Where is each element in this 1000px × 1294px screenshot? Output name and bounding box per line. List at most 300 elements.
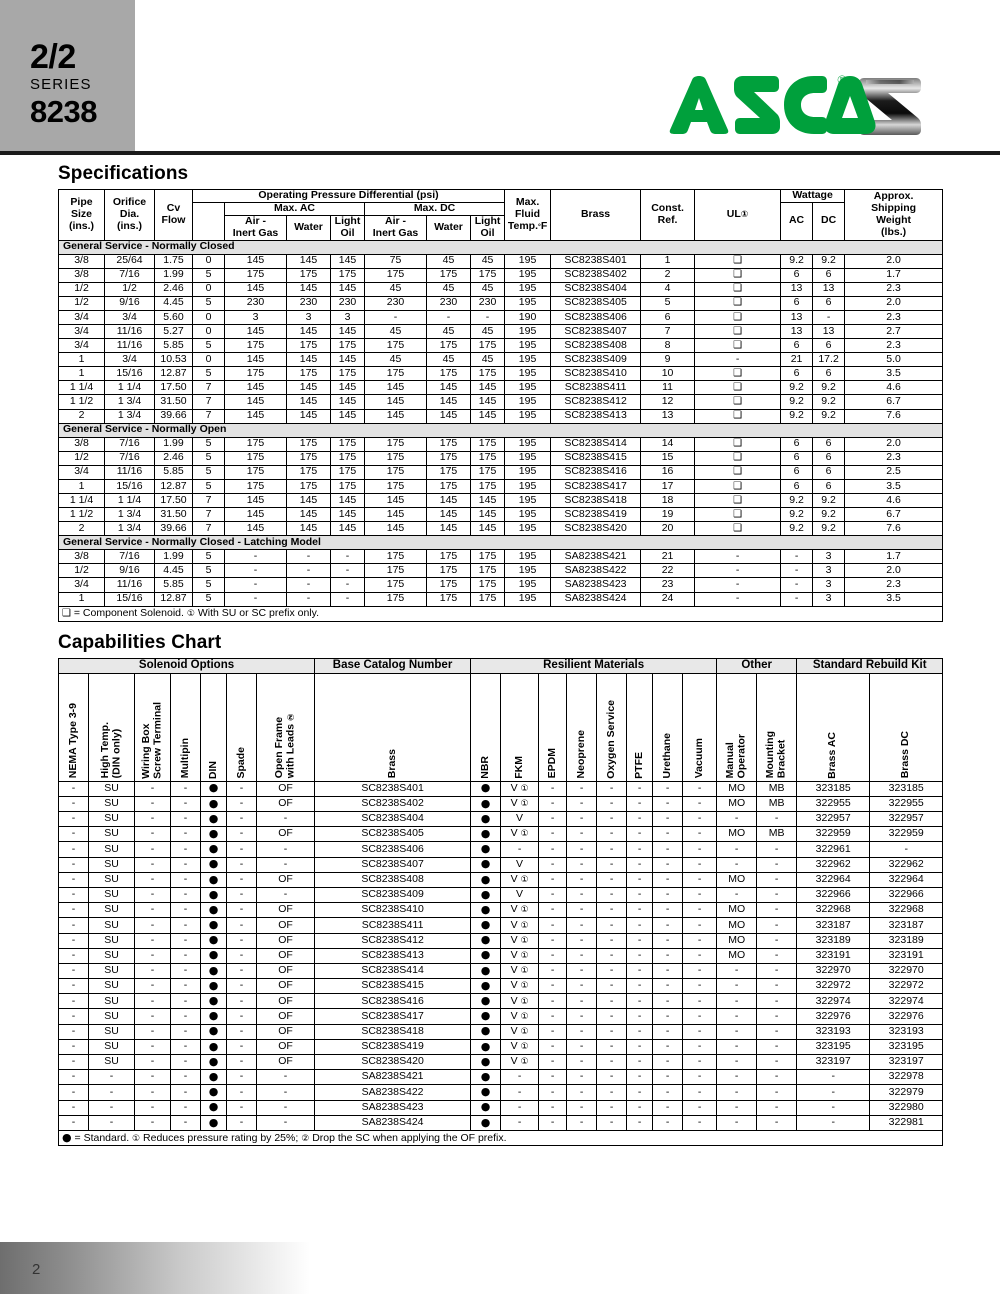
cap-cell: -: [227, 1085, 257, 1100]
spec-cell: 6: [781, 437, 813, 451]
spec-cell: 145: [331, 494, 365, 508]
spec-cell: 12.87: [155, 592, 193, 606]
cap-cell: -: [89, 1085, 135, 1100]
spec-cell: 3: [813, 578, 845, 592]
spec-cell: 6: [641, 310, 695, 324]
cap-cell: -: [683, 994, 717, 1009]
cap-cell: OF: [257, 1024, 315, 1039]
cap-cell: -: [567, 812, 597, 827]
cap-cell: -: [757, 948, 797, 963]
cap-cell: -: [567, 1055, 597, 1070]
cap-cell: -: [627, 963, 653, 978]
spec-cell: 145: [365, 395, 427, 409]
spec-col-dc-water: Water: [427, 216, 471, 241]
cap-cell: V ①: [501, 1024, 539, 1039]
cap-cell: -: [227, 812, 257, 827]
cap-col-header-label: Neoprene: [574, 730, 587, 779]
cap-cell: V ①: [501, 963, 539, 978]
spec-cell: 7: [641, 324, 695, 338]
cap-cell: SC8238S406: [315, 842, 471, 857]
spec-cell: SC8238S412: [551, 395, 641, 409]
cap-cell: -: [539, 781, 567, 796]
spec-cell: 1 3/4: [105, 409, 155, 423]
spec-cell: 13: [641, 409, 695, 423]
spec-cell: 6: [781, 479, 813, 493]
spec-col-wattage-group: Wattage: [781, 190, 845, 203]
cap-table-row: [59, 979, 943, 994]
cap-cell: 322957: [870, 812, 943, 827]
capabilities-table: [58, 658, 943, 1147]
cap-cell: -: [597, 979, 627, 994]
cap-cell: ●: [471, 903, 501, 918]
cap-cell: -: [171, 1039, 201, 1054]
spec-cell: 145: [225, 494, 287, 508]
cap-cell: -: [653, 963, 683, 978]
spec-cell: 145: [365, 508, 427, 522]
spec-cell: 2.3: [845, 578, 943, 592]
cap-cell: ●: [201, 1039, 227, 1054]
cap-cell: SU: [89, 933, 135, 948]
cap-col-header: [627, 673, 653, 781]
cap-cell: -: [757, 1009, 797, 1024]
cap-cell: -: [171, 918, 201, 933]
cap-cell: -: [135, 979, 171, 994]
cap-cell: -: [227, 948, 257, 963]
cap-cell: -: [653, 842, 683, 857]
spec-cell: 5: [193, 479, 225, 493]
cap-cell: ●: [471, 781, 501, 796]
spec-group-label: General Service - Normally Closed: [59, 240, 943, 254]
cap-cell: -: [597, 842, 627, 857]
cap-cell: -: [757, 979, 797, 994]
cap-cell: -: [59, 918, 89, 933]
spec-cell: ❑: [695, 268, 781, 282]
cap-col-header: [757, 673, 797, 781]
cap-col-header-label: High Temp. (DIN only): [98, 722, 123, 779]
spec-cell: 145: [471, 395, 505, 409]
cap-cell: -: [757, 1024, 797, 1039]
spec-cell: 6: [813, 339, 845, 353]
cap-cell: -: [757, 872, 797, 887]
spec-cell: 175: [365, 268, 427, 282]
cap-cell: -: [627, 1085, 653, 1100]
cap-col-header: [471, 673, 501, 781]
cap-cell: V: [501, 812, 539, 827]
spec-cell: 13: [813, 282, 845, 296]
spec-table-row: [59, 324, 943, 338]
spec-cell: 3/4: [59, 465, 105, 479]
cap-cell: -: [171, 948, 201, 963]
cap-col-header-label: FKM: [512, 755, 525, 779]
cap-cell: -: [135, 1055, 171, 1070]
cap-cell: -: [717, 842, 757, 857]
cap-cell: -: [567, 872, 597, 887]
cap-group-base-catalog-number: Base Catalog Number: [315, 658, 471, 673]
cap-cell: -: [59, 842, 89, 857]
cap-table-row: [59, 1100, 943, 1115]
cap-cell: -: [567, 1009, 597, 1024]
spec-cell: ❑: [695, 339, 781, 353]
spec-cell: 145: [225, 522, 287, 536]
spec-cell: -: [695, 353, 781, 367]
cap-table-row: [59, 994, 943, 1009]
spec-cell: 2.0: [845, 296, 943, 310]
cap-col-header: [653, 673, 683, 781]
cap-cell: -: [135, 796, 171, 811]
cap-cell: SC8238S416: [315, 994, 471, 1009]
cap-cell: -: [653, 796, 683, 811]
cap-cell: -: [135, 1100, 171, 1115]
cap-cell: -: [717, 1009, 757, 1024]
cap-col-header: [501, 673, 539, 781]
cap-cell: -: [59, 872, 89, 887]
spec-cell: SC8238S410: [551, 367, 641, 381]
cap-table-row: [59, 933, 943, 948]
valve-type-label: 2/2: [30, 37, 76, 76]
spec-cell: 145: [287, 353, 331, 367]
spec-cell: 23: [641, 578, 695, 592]
spec-cell: 5: [193, 339, 225, 353]
spec-col-wattage-ac: AC: [781, 203, 813, 241]
spec-cell: 195: [505, 592, 551, 606]
spec-cell: SC8238S401: [551, 254, 641, 268]
spec-cell: 145: [331, 409, 365, 423]
cap-cell: -: [539, 796, 567, 811]
cap-cell: OF: [257, 903, 315, 918]
cap-cell: ●: [201, 872, 227, 887]
spec-col-min-spacer: [193, 203, 225, 241]
spec-cell: ❑: [695, 451, 781, 465]
cap-col-header: [171, 673, 201, 781]
spec-cell: 3.5: [845, 367, 943, 381]
spec-cell: 2: [59, 409, 105, 423]
spec-cell: 145: [471, 508, 505, 522]
spec-cell: 45: [471, 282, 505, 296]
label-pipe-size-3: (ins.): [68, 219, 95, 232]
spec-cell: 145: [427, 381, 471, 395]
cap-cell: -: [539, 948, 567, 963]
spec-cell: 5: [193, 578, 225, 592]
cap-cell: -: [797, 1085, 870, 1100]
cap-cell: -: [683, 1055, 717, 1070]
spec-cell: 7/16: [105, 268, 155, 282]
spec-cell: 3/8: [59, 254, 105, 268]
spec-cell: 0: [193, 282, 225, 296]
cap-cell: 322970: [797, 963, 870, 978]
cap-cell: V ①: [501, 1039, 539, 1054]
spec-cell: 5.85: [155, 578, 193, 592]
cap-cell: ●: [471, 1085, 501, 1100]
cap-table-row: [59, 857, 943, 872]
spec-cell: ❑: [695, 254, 781, 268]
spec-cell: 6: [781, 268, 813, 282]
cap-cell: MO: [717, 827, 757, 842]
cap-cell: -: [597, 1039, 627, 1054]
spec-cell: 2.3: [845, 451, 943, 465]
cap-cell: MO: [717, 872, 757, 887]
cap-cell: -: [227, 842, 257, 857]
cap-cell: -: [717, 1085, 757, 1100]
registered-trademark-icon: ®: [837, 72, 847, 87]
cap-cell: 323197: [870, 1055, 943, 1070]
cap-cell: -: [567, 903, 597, 918]
spec-cell: 3: [813, 592, 845, 606]
cap-cell: -: [539, 1009, 567, 1024]
spec-cell: 175: [225, 451, 287, 465]
cap-cell: -: [683, 1100, 717, 1115]
spec-cell: -: [695, 578, 781, 592]
cap-cell: -: [653, 1115, 683, 1130]
cap-cell: -: [757, 994, 797, 1009]
spec-cell: 1 1/4: [59, 381, 105, 395]
cap-cell: SC8238S404: [315, 812, 471, 827]
cap-group-solenoid-options: Solenoid Options: [59, 658, 315, 673]
cap-cell: -: [757, 1039, 797, 1054]
cap-cell: -: [539, 1070, 567, 1085]
spec-header-row-1: [59, 190, 943, 203]
cap-cell: SU: [89, 994, 135, 1009]
cap-cell: ●: [201, 1115, 227, 1130]
cap-cell: 322979: [870, 1085, 943, 1100]
cap-cell: V ①: [501, 903, 539, 918]
cap-cell: -: [757, 918, 797, 933]
spec-cell: 12.87: [155, 367, 193, 381]
spec-cell: 175: [287, 479, 331, 493]
spec-cell: 145: [365, 494, 427, 508]
cap-cell: -: [257, 1085, 315, 1100]
spec-cell: 1 1/2: [59, 508, 105, 522]
cap-cell: -: [567, 781, 597, 796]
spec-cell: 0: [193, 324, 225, 338]
cap-cell: MO: [717, 918, 757, 933]
cap-cell: -: [171, 872, 201, 887]
cap-cell: SU: [89, 1055, 135, 1070]
cap-cell: 323193: [870, 1024, 943, 1039]
cap-cell: OF: [257, 963, 315, 978]
cap-cell: -: [627, 1100, 653, 1115]
cap-cell: MO: [717, 948, 757, 963]
cap-table-row: [59, 812, 943, 827]
cap-table-row: [59, 918, 943, 933]
spec-cell: 4.6: [845, 381, 943, 395]
spec-cell: 39.66: [155, 409, 193, 423]
spec-cell: -: [225, 592, 287, 606]
spec-cell: 175: [225, 268, 287, 282]
spec-cell: 175: [471, 437, 505, 451]
cap-cell: SU: [89, 948, 135, 963]
spec-cell: 1.75: [155, 254, 193, 268]
cap-cell: -: [171, 857, 201, 872]
cap-cell: V: [501, 887, 539, 902]
cap-cell: -: [539, 812, 567, 827]
cap-group-other: Other: [717, 658, 797, 673]
cap-cell: -: [227, 994, 257, 1009]
cap-cell: -: [539, 918, 567, 933]
cap-cell: -: [135, 933, 171, 948]
spec-col-shipping-weight: Approx. Shipping Weight (lbs.): [845, 190, 943, 241]
cap-cell: -: [135, 994, 171, 1009]
spec-cell: 175: [471, 592, 505, 606]
spec-cell: SC8238S417: [551, 479, 641, 493]
spec-cell: 5: [193, 451, 225, 465]
spec-cell: 145: [427, 395, 471, 409]
specifications-title: Specifications: [58, 163, 189, 184]
cap-cell: -: [89, 1115, 135, 1130]
spec-cell: 175: [365, 578, 427, 592]
spec-cell: 195: [505, 508, 551, 522]
spec-cell: -: [287, 564, 331, 578]
spec-cell: -: [695, 564, 781, 578]
cap-table-row: [59, 887, 943, 902]
cap-cell: -: [227, 781, 257, 796]
cap-cell: -: [501, 1085, 539, 1100]
spec-cell: 2.5: [845, 465, 943, 479]
cap-cell: -: [171, 1024, 201, 1039]
spec-cell: 31.50: [155, 395, 193, 409]
spec-cell: 9.2: [813, 494, 845, 508]
spec-cell: 2.3: [845, 339, 943, 353]
cap-cell: -: [717, 979, 757, 994]
cap-cell: -: [757, 1055, 797, 1070]
cap-cell: -: [653, 857, 683, 872]
spec-cell: 6: [813, 268, 845, 282]
cap-cell: -: [227, 857, 257, 872]
cap-cell: 322968: [797, 903, 870, 918]
cap-cell: V ①: [501, 827, 539, 842]
spec-cell: 175: [365, 367, 427, 381]
cap-cell: 323187: [797, 918, 870, 933]
spec-cell: 7: [193, 409, 225, 423]
spec-cell: 1.7: [845, 550, 943, 564]
spec-col-ac-light-oil: Light Oil: [331, 216, 365, 241]
cap-cell: -: [257, 1100, 315, 1115]
cap-cell: SU: [89, 827, 135, 842]
cap-table-row: [59, 796, 943, 811]
spec-cell: 5: [193, 592, 225, 606]
spec-cell: ❑: [695, 508, 781, 522]
cap-cell: SC8238S420: [315, 1055, 471, 1070]
spec-cell: 15/16: [105, 479, 155, 493]
spec-cell: 5.60: [155, 310, 193, 324]
cap-cell: ●: [471, 842, 501, 857]
cap-table-row: [59, 872, 943, 887]
cap-cell: -: [539, 872, 567, 887]
spec-cell: 45: [427, 324, 471, 338]
cap-cell: -: [597, 948, 627, 963]
spec-cell: SA8238S422: [551, 564, 641, 578]
spec-cell: -: [287, 550, 331, 564]
cap-cell: -: [757, 842, 797, 857]
cap-cell: SC8238S419: [315, 1039, 471, 1054]
cap-cell: -: [653, 979, 683, 994]
spec-cell: 145: [471, 381, 505, 395]
cap-cell: SC8238S402: [315, 796, 471, 811]
spec-cell: 3/8: [59, 437, 105, 451]
spec-cell: 6: [813, 479, 845, 493]
cap-col-header: [315, 673, 471, 781]
spec-cell: 19: [641, 508, 695, 522]
cap-cell: -: [567, 963, 597, 978]
cap-cell: SC8238S417: [315, 1009, 471, 1024]
cap-cell: -: [627, 948, 653, 963]
spec-cell: 9.2: [781, 409, 813, 423]
cap-col-header-label: DIN: [206, 760, 219, 779]
cap-cell: -: [257, 842, 315, 857]
spec-col-const-ref: Const. Ref.: [641, 190, 695, 241]
cap-col-header-label: PTFE: [632, 751, 645, 779]
cap-cell: -: [227, 903, 257, 918]
spec-cell: 24: [641, 592, 695, 606]
cap-cell: SU: [89, 887, 135, 902]
spec-cell: 195: [505, 254, 551, 268]
cap-cell: -: [59, 1055, 89, 1070]
spec-cell: ❑: [695, 479, 781, 493]
spec-cell: 3.5: [845, 479, 943, 493]
cap-cell: 323195: [797, 1039, 870, 1054]
cap-cell: -: [567, 1024, 597, 1039]
spec-cell: 175: [331, 451, 365, 465]
spec-cell: SC8238S411: [551, 381, 641, 395]
spec-cell: 4.45: [155, 296, 193, 310]
cap-cell: -: [717, 1039, 757, 1054]
cap-cell: -: [757, 857, 797, 872]
spec-cell: 10: [641, 367, 695, 381]
cap-cell: 322959: [870, 827, 943, 842]
spec-cell: 175: [287, 437, 331, 451]
cap-cell: -: [59, 1100, 89, 1115]
cap-cell: -: [627, 857, 653, 872]
cap-cell: -: [653, 827, 683, 842]
cap-table-row: [59, 1024, 943, 1039]
cap-cell: -: [501, 1115, 539, 1130]
spec-cell: 195: [505, 324, 551, 338]
cap-cell: -: [627, 812, 653, 827]
cap-col-header: [683, 673, 717, 781]
spec-cell: 175: [365, 465, 427, 479]
cap-cell: -: [597, 963, 627, 978]
cap-cell: -: [59, 933, 89, 948]
spec-table-row: [59, 254, 943, 268]
cap-cell: -: [627, 1039, 653, 1054]
cap-cell: -: [627, 903, 653, 918]
cap-cell: ●: [471, 1024, 501, 1039]
cap-cell: -: [653, 918, 683, 933]
cap-cell: SC8238S412: [315, 933, 471, 948]
spec-cell: 145: [287, 254, 331, 268]
cap-cell: SC8238S413: [315, 948, 471, 963]
cap-cell: -: [717, 1115, 757, 1130]
cap-cell: -: [567, 796, 597, 811]
spec-cell: 3/4: [59, 324, 105, 338]
spec-cell: 3/4: [59, 339, 105, 353]
spec-cell: 13: [813, 324, 845, 338]
spec-cell: SC8238S414: [551, 437, 641, 451]
cap-cell: ●: [471, 812, 501, 827]
cap-cell: ●: [471, 796, 501, 811]
spec-cell: 12.87: [155, 479, 193, 493]
spec-cell: 7: [193, 381, 225, 395]
cap-cell: -: [757, 1100, 797, 1115]
asco-wordmark-icon: [662, 72, 847, 141]
cap-cell: ●: [201, 979, 227, 994]
cap-cell: 322978: [870, 1070, 943, 1085]
spec-cell: 2.46: [155, 451, 193, 465]
spec-cell: 195: [505, 282, 551, 296]
cap-cell: -: [539, 1039, 567, 1054]
cap-cell: -: [135, 872, 171, 887]
cap-cell: ●: [201, 781, 227, 796]
cap-cell: -: [89, 1070, 135, 1085]
